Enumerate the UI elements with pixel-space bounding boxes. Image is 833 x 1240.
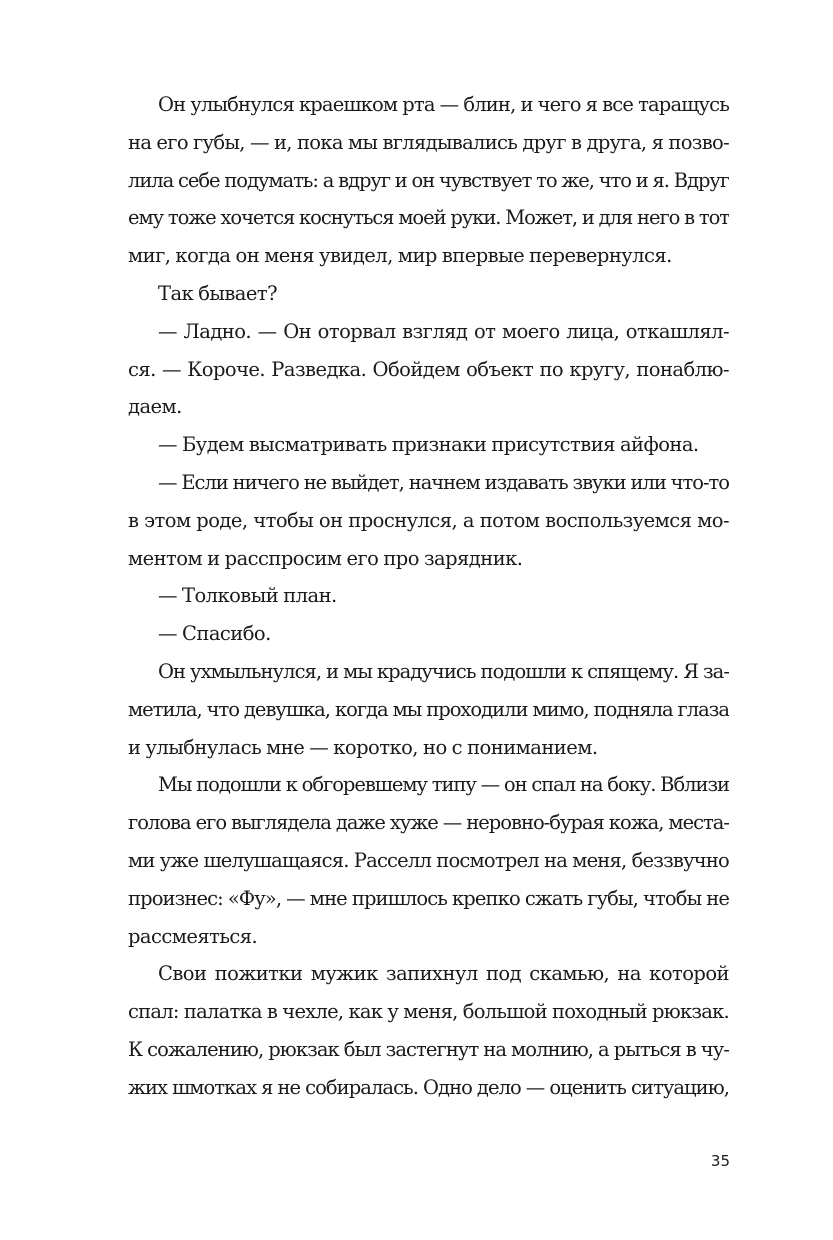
text-line: голова его выглядела даже хуже — неровно-бурая кожа, места- (128, 811, 729, 835)
text-line: метила, что девушка, когда мы проходили мимо, подняла глаза (128, 697, 729, 721)
text-line: ему тоже хочется коснуться моей руки. Может, и для него в тот (128, 206, 729, 230)
text-line: на его губы, — и, пока мы вглядывались друг в друга, я позво- (128, 130, 729, 154)
text-line: миг, когда он меня увидел, мир впервые перевернулся. (128, 244, 672, 268)
text-line: Свои пожитки мужик запихнул под скамью, на которой (158, 962, 729, 986)
text-line: — Если ничего не выйдет, начнем издавать звуки или что-то (158, 470, 729, 494)
page-number: 35 (710, 1152, 730, 1170)
text-line: ми уже шелушащаяся. Расселл посмотрел на меня, беззвучно (128, 848, 729, 872)
text-line: даем. (128, 395, 182, 419)
text-line: Он ухмыльнулся, и мы крадучись подошли к спящему. Я за- (158, 659, 729, 683)
text-line: Так бывает? (158, 281, 278, 305)
body-text (128, 86, 729, 1107)
text-line: произнес: «Фу», — мне пришлось крепко сжать губы, чтобы не (128, 886, 729, 910)
text-line: рассмеяться. (128, 924, 258, 948)
text-line: ся. — Короче. Разведка. Обойдем объект по кругу, понаблю- (128, 357, 729, 381)
text-line: жих шмотках я не собиралась. Одно дело — оценить ситуацию, (128, 1075, 729, 1099)
text-line: лила себе подумать: а вдруг и он чувствует то же, что и я. Вдруг (128, 168, 729, 192)
text-line: спал: палатка в чехле, как у меня, большой походный рюкзак. (128, 1000, 729, 1024)
text-line: — Спасибо. (158, 622, 271, 646)
text-line: и улыбнулась мне — коротко, но с пониманием. (128, 735, 598, 759)
text-line: К сожалению, рюкзак был застегнут на молнию, а рыться в чу- (128, 1037, 729, 1061)
text-line: ментом и расспросим его про зарядник. (128, 546, 523, 570)
text-line: — Ладно. — Он оторвал взгляд от моего лица, откашлял- (158, 319, 729, 343)
text-line: — Будем высматривать признаки присутствия айфона. (158, 433, 699, 457)
text-line: Мы подошли к обгоревшему типу — он спал на боку. Вблизи (158, 773, 729, 797)
text-line: в этом роде, чтобы он проснулся, а потом воспользуемся мо- (128, 508, 729, 532)
text-line: — Толковый план. (158, 584, 337, 608)
text-line: Он улыбнулся краешком рта — блин, и чего я все таращусь (158, 93, 729, 116)
